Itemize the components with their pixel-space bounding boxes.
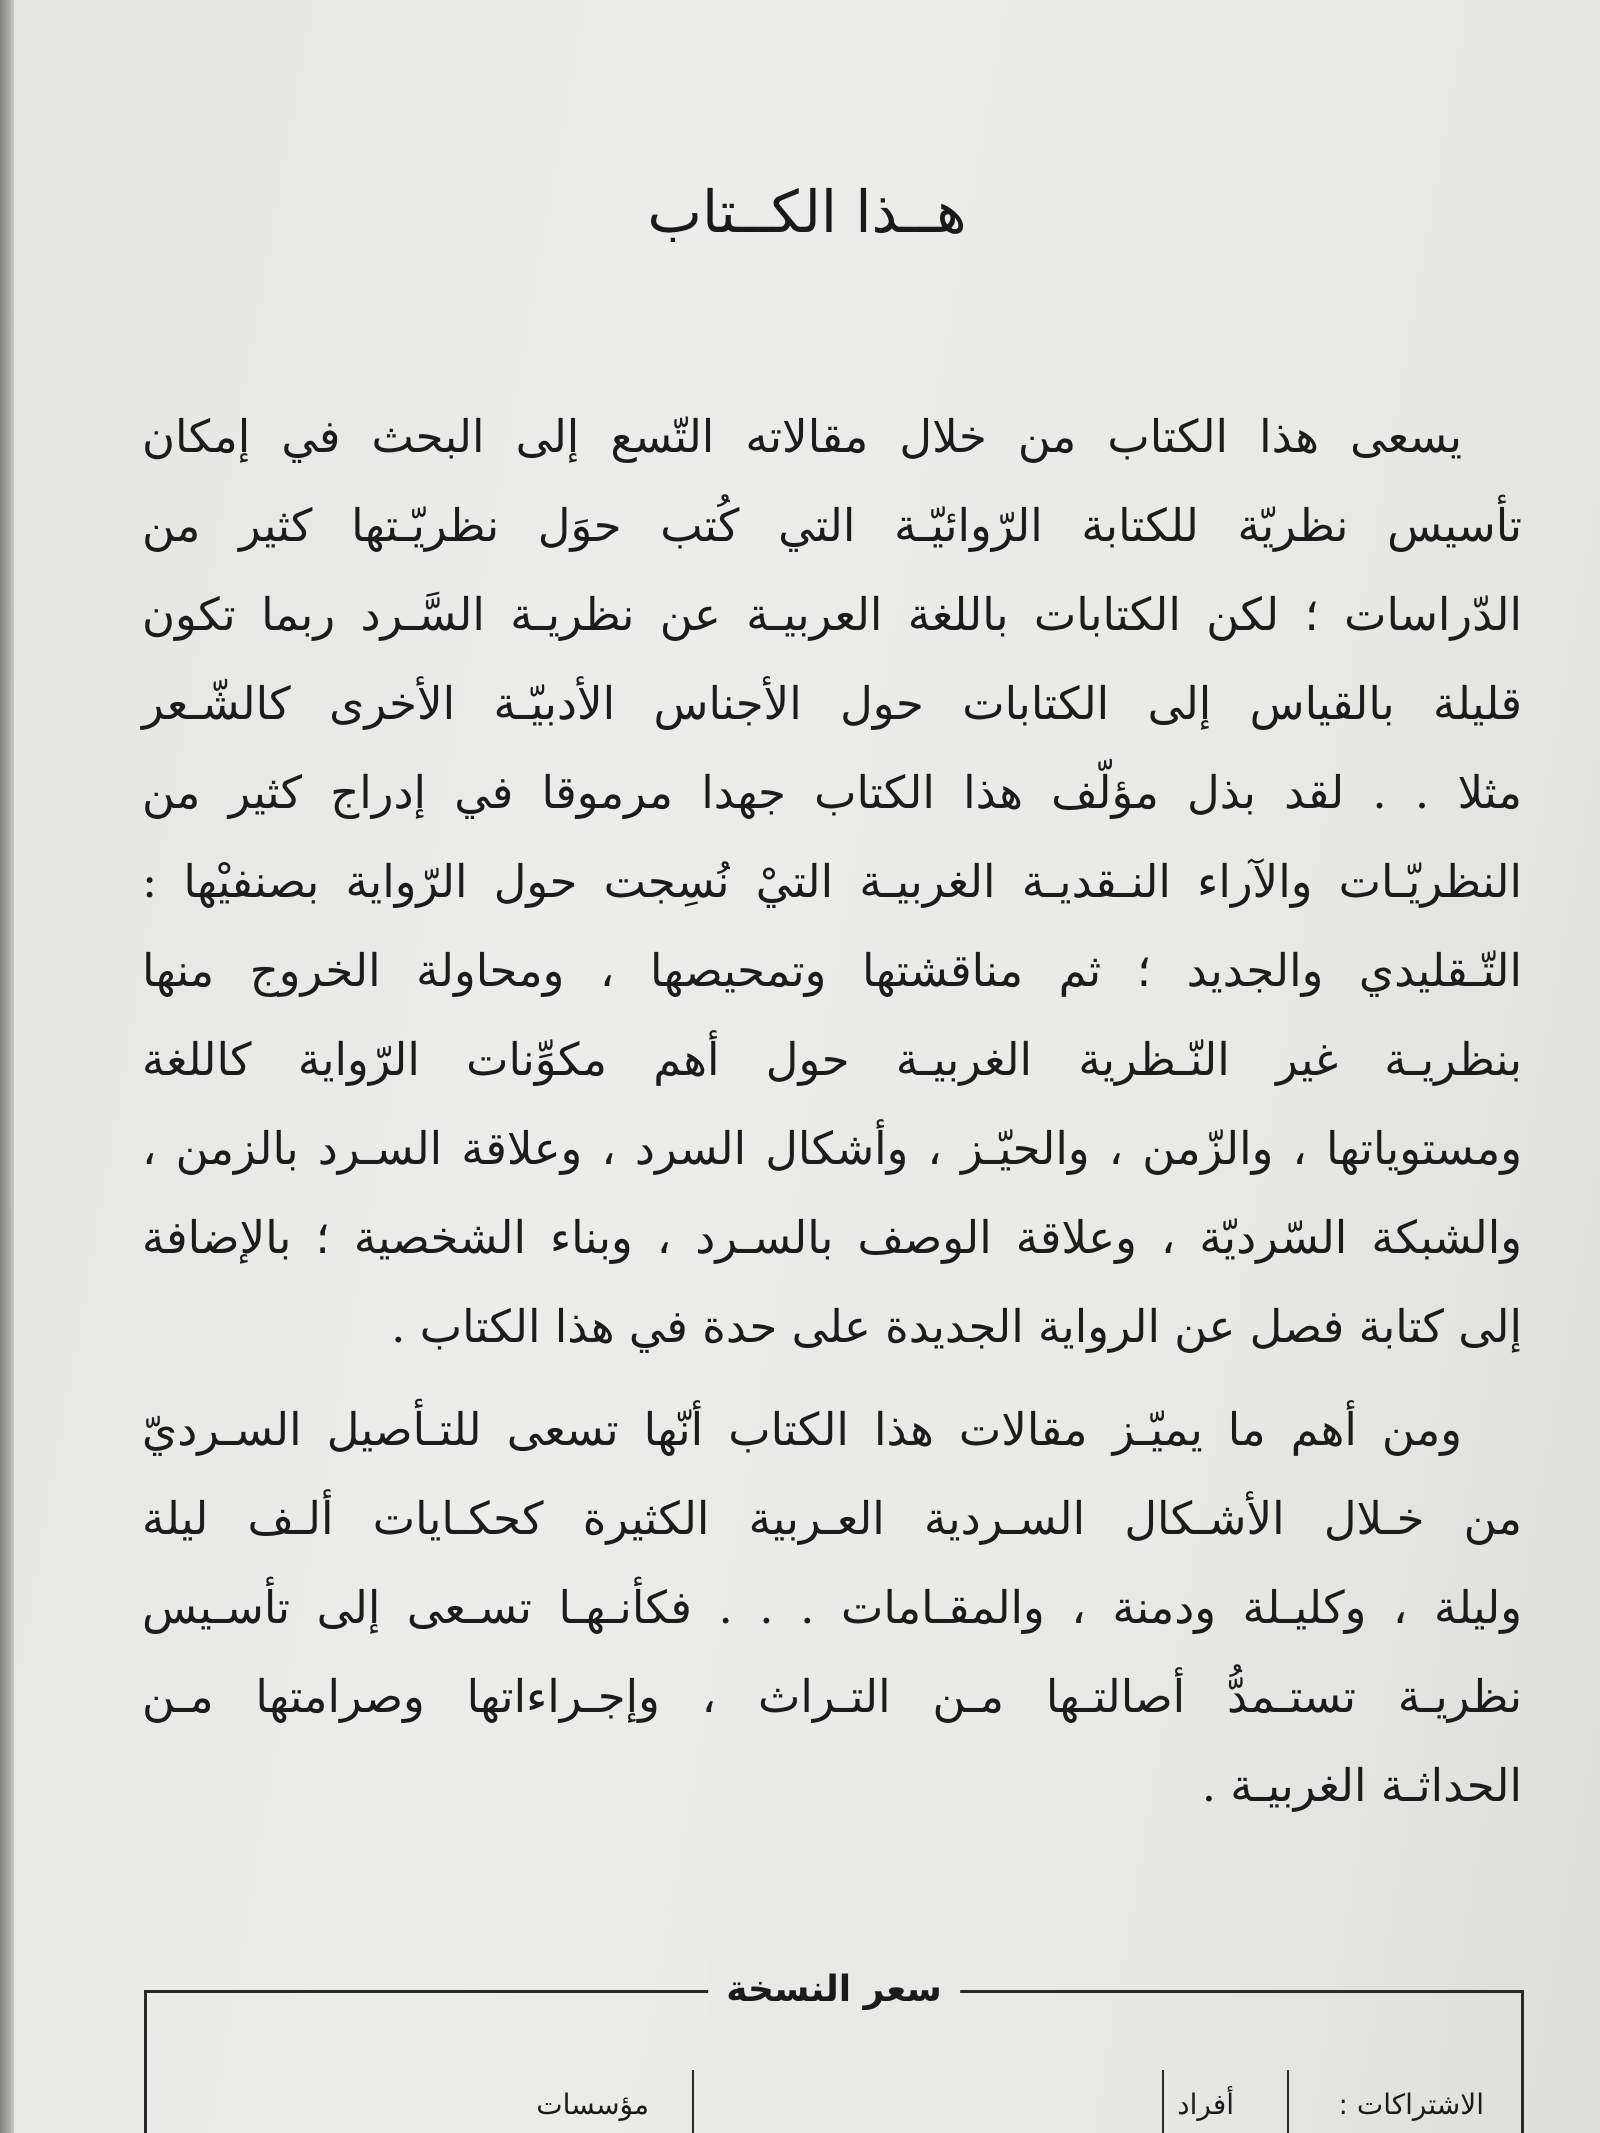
column-divider: [1162, 2070, 1164, 2133]
text-line: من خـلال الأشـكال السـردية العـربية الكثيرة كحكـايات ألـف ليلة: [142, 1492, 1522, 1545]
paragraph-2: [142, 1385, 1522, 1830]
text-line: نظريـة تستـمدُّ أصالتـها مـن التـراث ، وإجـراءاتها وصرامتها مـن: [142, 1670, 1522, 1723]
text-line: يسعى هذا الكتاب من خلال مقالاته التّسع إلى البحث في إمكان: [142, 410, 1462, 463]
book-page: [14, 0, 1600, 2133]
text-line: إلى كتابة فصل عن الرواية الجديدة على حدة في هذا الكتاب .: [391, 1300, 1522, 1353]
text-line: ومستوياتها ، والزّمن ، والحيّـز ، وأشكال السرد ، وعلاقة السـرد بالزمن ،: [142, 1122, 1522, 1175]
institutions-label: مؤسسات: [536, 2088, 649, 2121]
text-line: الدّراسات ؛ لكن الكتابات باللغة العربيـة عن نظريـة السَّـرد ربما تكون: [142, 588, 1522, 641]
price-title: سعر النسخة: [708, 1960, 960, 2020]
page-edge: [0, 0, 14, 2133]
text-line: ومن أهم ما يميّـز مقالات هذا الكتاب أنّها تسعى للتـأصيل السـرديّ: [142, 1403, 1462, 1456]
text-line: بنظريـة غير النّـظرية الغربيـة حول أهم مكوِّنات الرّواية كاللغة: [142, 1033, 1522, 1086]
individuals-label: أفراد: [1177, 2088, 1234, 2121]
text-line: قليلة بالقياس إلى الكتابات حول الأجناس الأدبيّـة الأخرى كالشّـعر: [142, 677, 1522, 730]
page-title: هــذا الكــتاب: [647, 178, 967, 246]
column-divider: [692, 2070, 694, 2133]
price-section: [144, 1960, 1524, 2133]
text-line: الحداثـة الغربيـة .: [1201, 1759, 1522, 1812]
column-divider: [1287, 2070, 1289, 2133]
text-line: النظريّـات والآراء النـقديـة الغربيـة التيْ نُسِجت حول الرّواية بصنفيْها :: [142, 855, 1522, 908]
text-line: والشبكة السّرديّة ، وعلاقة الوصف بالسـرد ، وبناء الشخصية ؛ بالإضافة: [142, 1211, 1522, 1264]
text-line: مثلا . . لقد بذل مؤلّف هذا الكتاب جهدا مرموقا في إدراج كثير من: [142, 766, 1522, 819]
subscriptions-label: الاشتراكات :: [1338, 2088, 1484, 2121]
text-line: وليلة ، وكليـلة ودمنة ، والمقـامات . . . فكأنـهـا تسـعى إلى تأسـيس: [142, 1581, 1522, 1634]
subscriptions-row: [144, 2070, 1524, 2133]
paragraph-1: [142, 392, 1522, 1371]
body-text: [142, 392, 1522, 1830]
text-line: تأسيس نظريّة للكتابة الرّوائيّـة التي كُتب حوَل نظريّـتها كثير من: [142, 499, 1522, 552]
text-line: التّـقليدي والجديد ؛ ثم مناقشتها وتمحيصها ، ومحاولة الخروج منها: [142, 944, 1522, 997]
